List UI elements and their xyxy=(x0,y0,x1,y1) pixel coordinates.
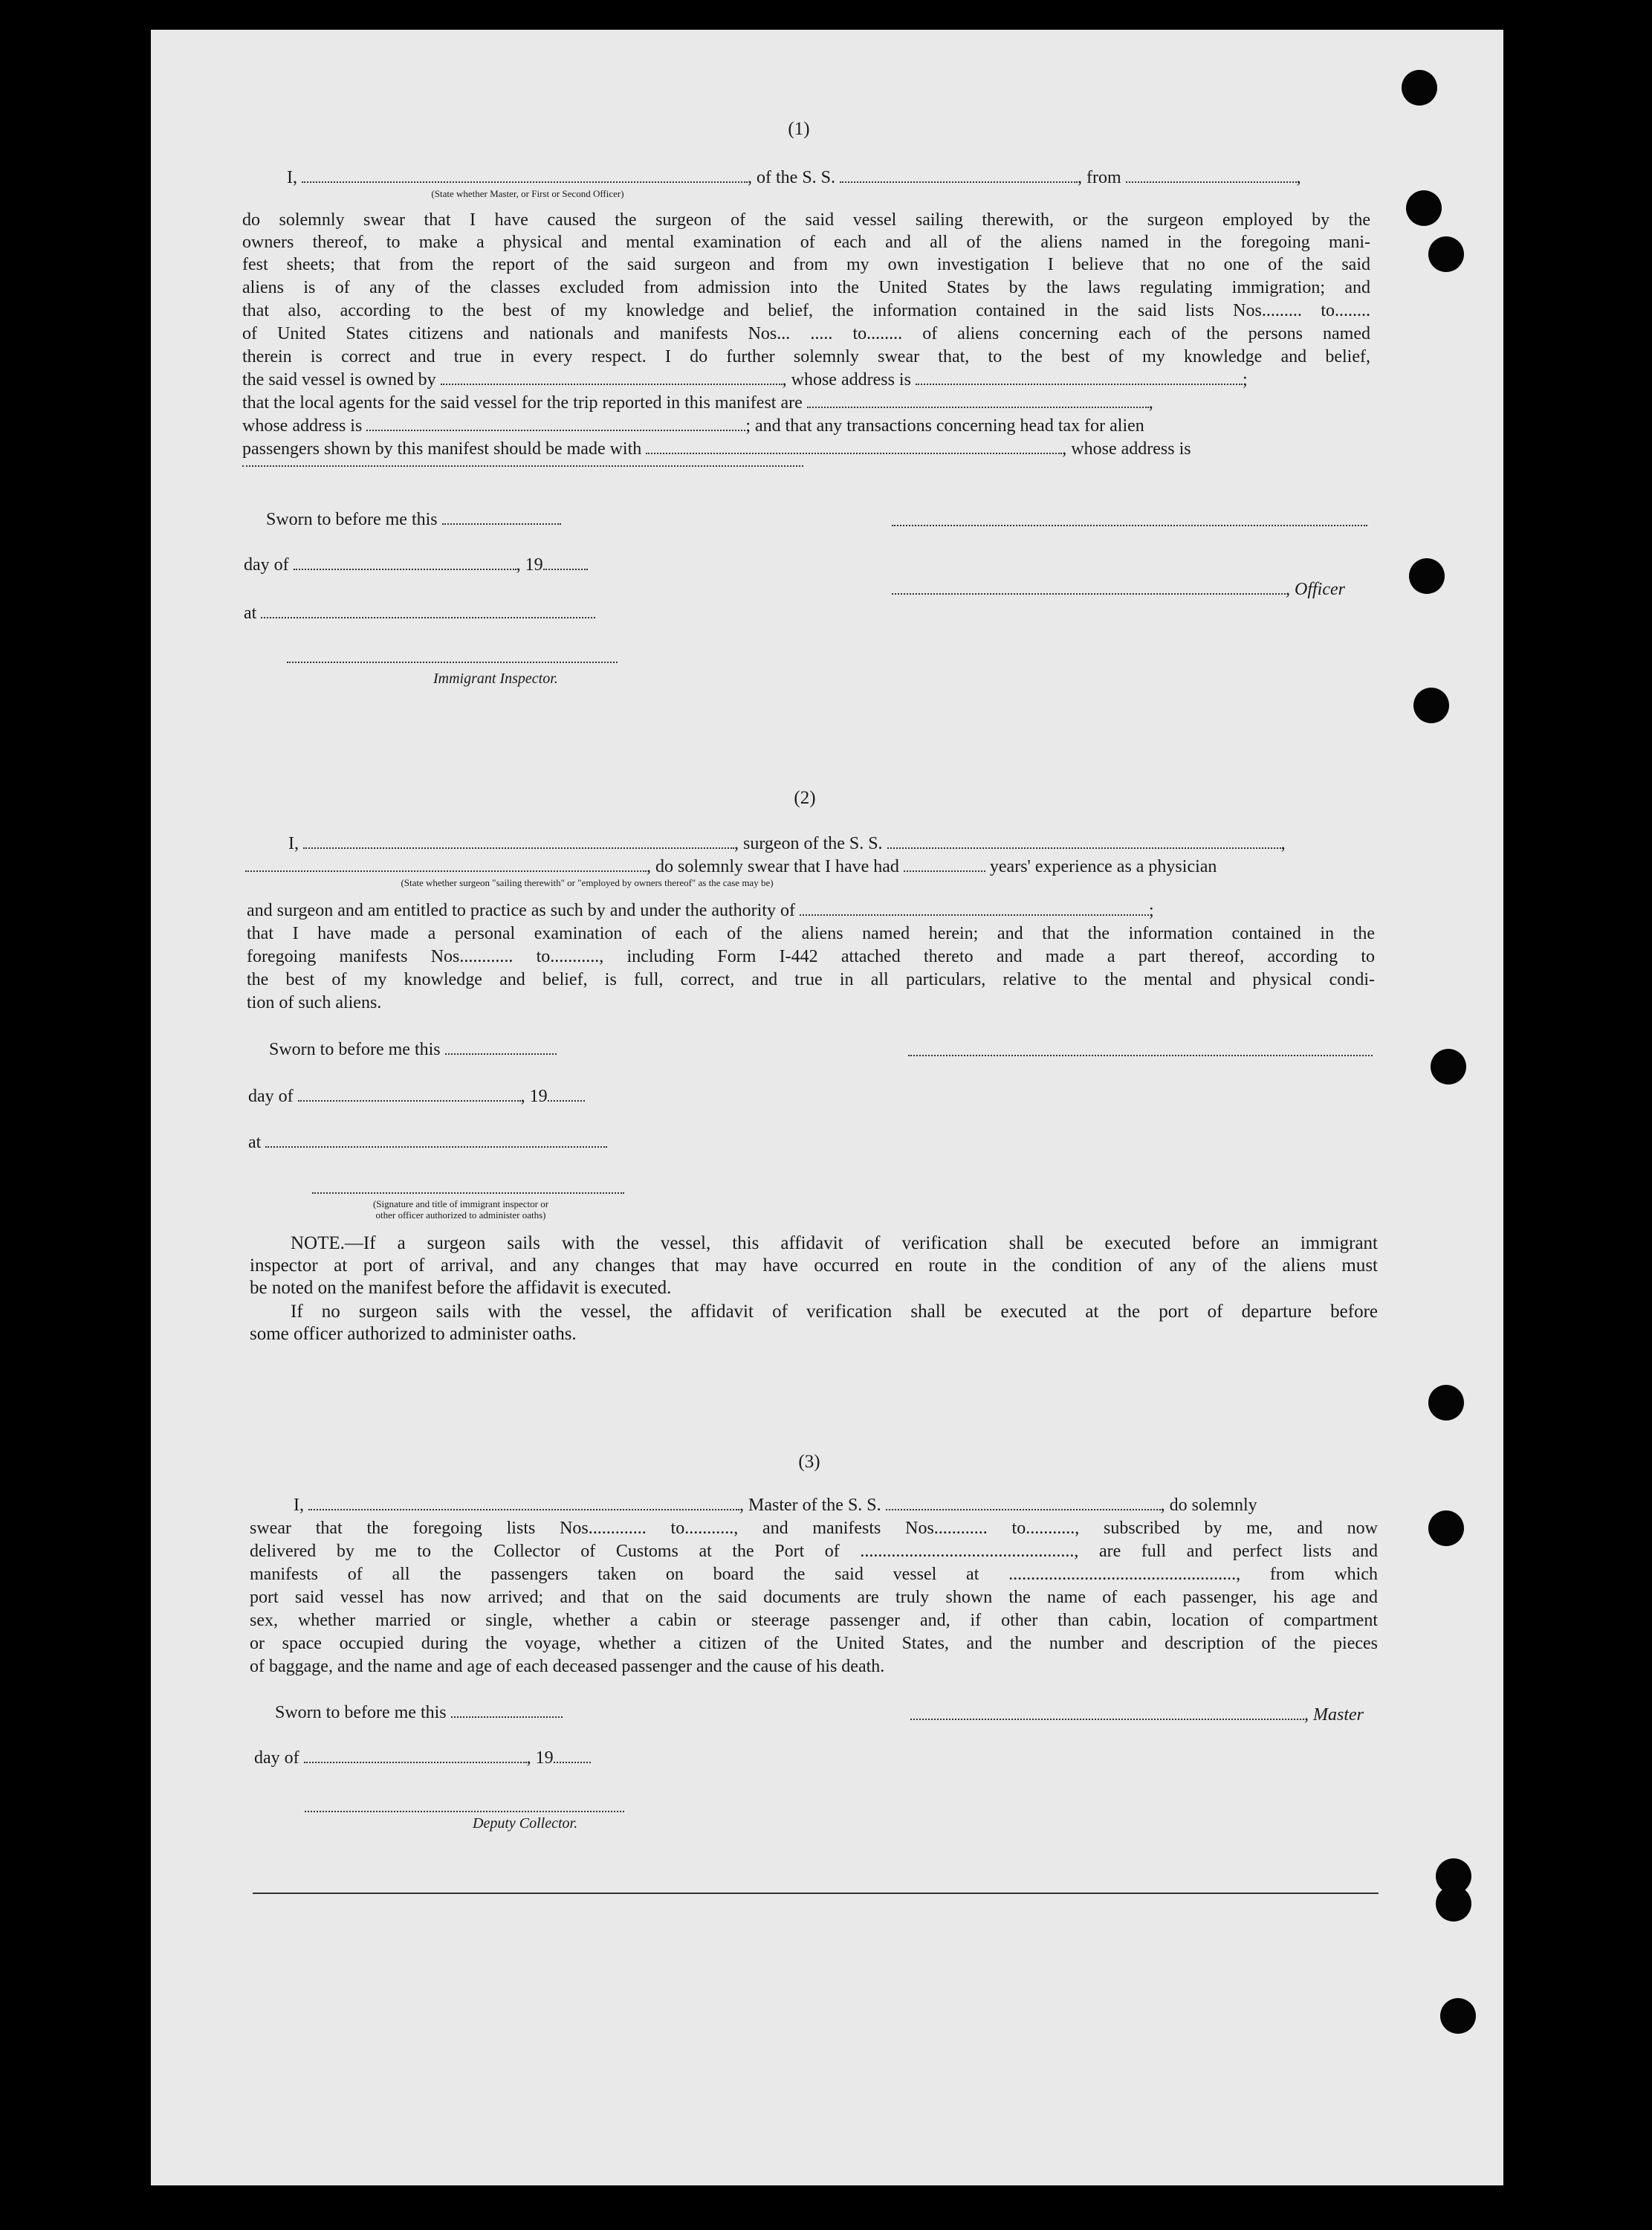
s1-address-continuation[interactable] xyxy=(242,465,803,467)
s1-body-line-2: owners thereof, to make a physical and mental examination of each and all of the aliens named in the foregoing mani- xyxy=(242,233,1370,252)
s1-owned-line: the said vessel is owned by , whose address is ; xyxy=(242,370,1248,390)
s2-line-2: , do solemnly swear that I have had years' experience as a physician xyxy=(245,856,1375,878)
surgeon-name-field[interactable] xyxy=(303,834,734,849)
s2-sig-caption-2: other officer authorized to administer oaths) xyxy=(375,1209,546,1221)
note-line-3: be noted on the manifest before the affidavit is executed. xyxy=(250,1278,672,1298)
s1-agents-line: that the local agents for the said vessel for the trip reported in this manifest are , xyxy=(242,393,1153,413)
officer-signature-field[interactable] xyxy=(892,580,1286,595)
agents-address-field[interactable] xyxy=(366,416,745,431)
s1-officer-line: , Officer xyxy=(892,578,1345,601)
authority-field[interactable] xyxy=(800,901,1149,916)
s1-body-line-6: of United States citizens and nationals and manifests Nos... ..... to........ of aliens concerning each of the persons named xyxy=(242,324,1370,343)
s2-sig-caption-1: (Signature and title of immigrant inspector or xyxy=(372,1198,549,1209)
from-port-field[interactable] xyxy=(1126,168,1297,183)
note2-line-2: some officer authorized to administer oaths. xyxy=(250,1324,577,1344)
master-name-field[interactable] xyxy=(302,168,748,183)
s2-line-3: and surgeon and am entitled to practice as such by and under the authority of ; xyxy=(247,901,1154,920)
s1-whose-line: whose address is ; and that any transactions concerning head tax for alien xyxy=(242,416,1144,436)
s2-officer-signature-line[interactable] xyxy=(312,1192,624,1194)
section-1-number: (1) xyxy=(788,119,810,139)
s1-oath-line: I, , of the S. S. , from , xyxy=(287,168,1301,187)
inspector-signature-line[interactable] xyxy=(287,662,618,663)
s3-body-line-6: or space occupied during the voyage, whether a citizen of the United States, and the number and description of the pieces xyxy=(250,1634,1378,1653)
s3-vessel-field[interactable] xyxy=(886,1496,1161,1510)
punch-hole-11 xyxy=(1440,1998,1476,2034)
s3-day-of: day of , 19 xyxy=(254,1747,591,1769)
s2-day-of: day of , 19 xyxy=(248,1085,585,1108)
punch-hole-4 xyxy=(1409,558,1445,594)
s1-body-line-7: therein is correct and true in every respect. I do further solemnly swear that, to the best of my knowledge and belief, xyxy=(242,347,1370,366)
s2-at-field[interactable] xyxy=(265,1133,607,1148)
punch-hole-5 xyxy=(1413,688,1449,723)
surgeon-caption: (State whether surgeon "sailing therewith" or "employed by owners thereof" as the case may be) xyxy=(401,877,774,888)
s1-passengers-line: passengers shown by this manifest should be made with , whose address is xyxy=(242,439,1191,459)
s1-day-of: day of , 19 xyxy=(244,554,588,576)
section-2-number: (2) xyxy=(794,788,816,808)
surgeon-type-field[interactable] xyxy=(245,857,647,872)
punch-hole-6 xyxy=(1431,1049,1466,1085)
s3-master-signature-field[interactable] xyxy=(910,1705,1304,1720)
agents-field[interactable] xyxy=(807,393,1149,408)
punch-hole-10 xyxy=(1436,1886,1471,1922)
s2-sworn: Sworn to before me this xyxy=(269,1038,557,1061)
s1-sworn: Sworn to before me this xyxy=(266,508,561,531)
vessel-name-field[interactable] xyxy=(840,168,1078,183)
s3-body-line-5: sex, whether married or single, whether a cabin or steerage passenger and, if other than cabin, location of compartment xyxy=(250,1611,1378,1630)
punch-hole-3 xyxy=(1428,236,1464,272)
punch-hole-2 xyxy=(1406,190,1442,226)
s3-sworn: Sworn to before me this xyxy=(275,1701,563,1724)
s2-body-line-2: foregoing manifests Nos............ to..........., including Form I-442 attached thereto and made a part thereof, according to xyxy=(247,947,1375,966)
surgeon-signature-line[interactable] xyxy=(908,1055,1373,1056)
bottom-rule xyxy=(253,1893,1379,1894)
note2-line-1: If no surgeon sails with the vessel, the affidavit of verification shall be executed at the port of departure before xyxy=(291,1302,1378,1322)
years-experience-field[interactable] xyxy=(904,857,985,872)
s3-body-line-2: delivered by me to the Collector of Customs at the Port of ................................................, are full and perfect lists and xyxy=(250,1542,1378,1561)
master-caption: (State whether Master, or First or Second Officer) xyxy=(431,188,624,199)
owner-field[interactable] xyxy=(441,370,783,385)
s3-body-line-1: swear that the foregoing lists Nos............. to..........., and manifests Nos............ to..........., subscribed by me, and now xyxy=(250,1519,1378,1538)
s3-body-line-7: of baggage, and the name and age of each deceased passenger and the cause of his death. xyxy=(250,1657,885,1676)
s1-at-field[interactable] xyxy=(261,604,595,618)
s1-body-line-1: do solemnly swear that I have caused the surgeon of the said vessel sailing therewith, or the surgeon employed by the xyxy=(242,210,1370,230)
punch-hole-8 xyxy=(1428,1510,1464,1546)
collector-caption: Deputy Collector. xyxy=(473,1815,578,1832)
s3-body-line-4: port said vessel has now arrived; and that on the said documents are truly shown the name of each passenger, his age and xyxy=(250,1588,1378,1607)
s2-body-line-4: tion of such aliens. xyxy=(247,993,382,1012)
punch-hole-7 xyxy=(1428,1385,1464,1421)
s2-line-1: I, , surgeon of the S. S. , xyxy=(288,834,1286,853)
officer-signature-line-1[interactable] xyxy=(892,525,1367,526)
note-line-1: NOTE.—If a surgeon sails with the vessel, this affidavit of verification shall be executed before an immigrant xyxy=(291,1233,1378,1253)
owner-address-field[interactable] xyxy=(916,370,1243,385)
s1-at: at xyxy=(244,602,595,624)
s1-body-line-3: fest sheets; that from the report of the said surgeon and from my own investigation I believe that no one of the said xyxy=(242,255,1370,274)
s3-master-name-field[interactable] xyxy=(308,1496,739,1510)
note-line-2: inspector at port of arrival, and any changes that may have occurred en route in the condition of any of the aliens must xyxy=(250,1255,1378,1276)
s2-body-line-1: that I have made a personal examination of each of the aliens named herein; and that the information contained in the xyxy=(247,924,1375,943)
s1-body-line-4: aliens is of any of the classes excluded from admission into the United States by the laws regulating immigration; and xyxy=(242,278,1370,297)
punch-hole-1 xyxy=(1402,70,1437,106)
s3-master-line: , Master xyxy=(910,1704,1364,1726)
s3-body-line-3: manifests of all the passengers taken on board the said vessel at ..................................................., from which xyxy=(250,1565,1378,1584)
s3-line-1: I, , Master of the S. S. , do solemnly xyxy=(294,1496,1257,1515)
s2-vessel-field[interactable] xyxy=(887,834,1281,849)
section-3-number: (3) xyxy=(798,1452,820,1472)
head-tax-party-field[interactable] xyxy=(646,439,1062,454)
s2-at: at xyxy=(248,1131,607,1154)
s1-body-line-5: that also, according to the best of my knowledge and belief, the information contained in the said lists Nos......... to........ xyxy=(242,301,1370,320)
inspector-caption: Immigrant Inspector. xyxy=(433,670,558,687)
s2-body-line-3: the best of my knowledge and belief, is full, correct, and true in all particulars, relative to the mental and physical condi- xyxy=(247,970,1375,989)
